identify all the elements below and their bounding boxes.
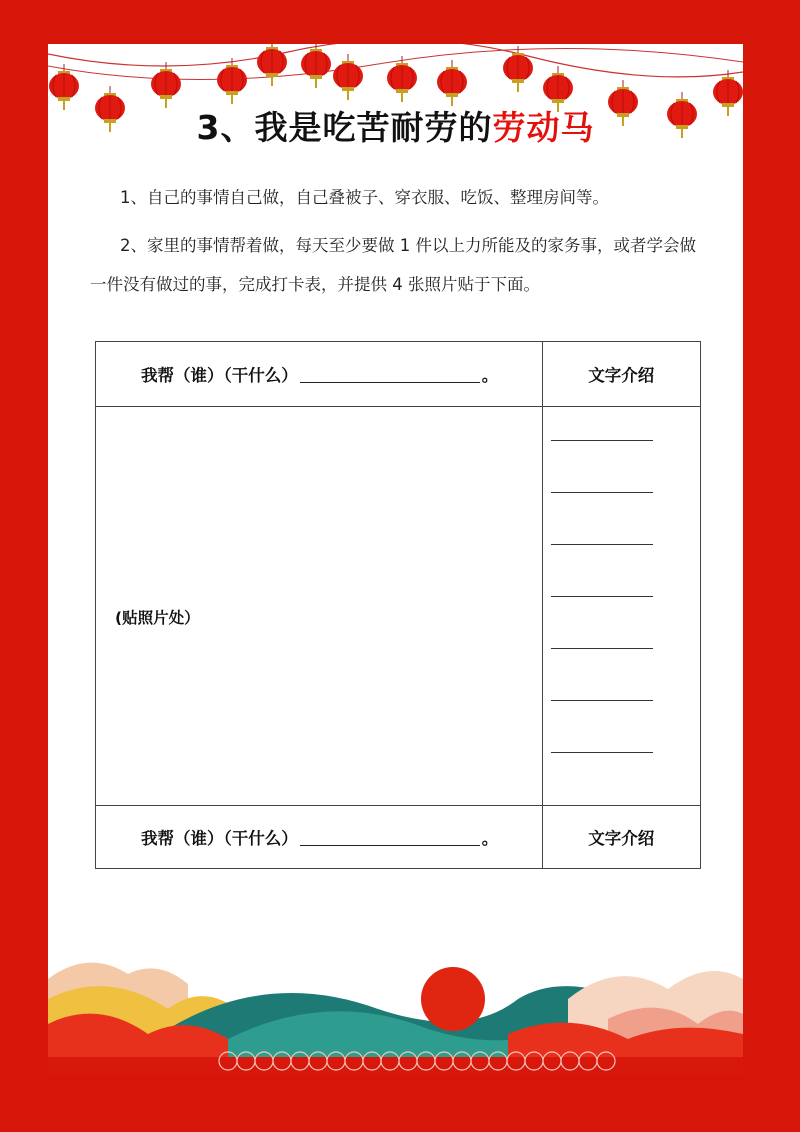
help-prefix: 我帮（谁）（干什么） <box>141 829 298 848</box>
intro-lines <box>544 408 699 753</box>
lantern-icon <box>217 58 247 104</box>
intro-line[interactable] <box>551 648 653 649</box>
table-row <box>96 806 701 869</box>
photo-placeholder-label: (贴照片处） <box>115 609 200 627</box>
help-cell <box>96 342 543 407</box>
photo-area[interactable] <box>96 407 543 806</box>
lantern-icon <box>503 46 533 92</box>
instruction-2: 2、家里的事情帮着做，每天至少要做 1 件以上力所能及的家务事，或者学会做一件没有做过的事，完成打卡表，并提供 4 张照片贴于下面。 <box>90 236 696 294</box>
lantern-icon <box>257 44 287 86</box>
help-suffix: 。 <box>481 829 499 848</box>
intro-line[interactable] <box>551 752 653 753</box>
lantern-icon <box>301 44 331 88</box>
intro-lines-cell <box>542 407 700 806</box>
intro-header: 文字介绍 <box>542 806 700 869</box>
title-highlight: 劳动马 <box>492 108 595 147</box>
lantern-icon <box>437 60 467 106</box>
intro-line[interactable] <box>551 492 653 493</box>
help-prefix: 我帮（谁）（干什么） <box>141 366 298 385</box>
lantern-icon <box>333 54 363 100</box>
intro-line[interactable] <box>551 700 653 701</box>
intro-line[interactable] <box>551 596 653 597</box>
intro-header: 文字介绍 <box>542 342 700 407</box>
help-blank[interactable] <box>300 829 480 846</box>
page-title <box>48 102 743 149</box>
chore-record-table <box>95 341 701 869</box>
help-blank[interactable] <box>300 366 480 383</box>
intro-line[interactable] <box>551 440 653 441</box>
festive-cloud-wave-decoration <box>48 939 743 1074</box>
intro-line[interactable] <box>551 544 653 545</box>
instruction-1: 1、自己的事情自己做，自己叠被子、穿衣服、吃饭、整理房间等。 <box>120 188 609 207</box>
table-row <box>96 342 701 407</box>
title-main: 3、我是吃苦耐劳的 <box>196 108 493 147</box>
help-suffix: 。 <box>481 366 499 385</box>
worksheet-paper <box>48 44 743 1074</box>
table-row <box>96 407 701 806</box>
lantern-icon <box>387 56 417 102</box>
help-cell <box>96 806 543 869</box>
